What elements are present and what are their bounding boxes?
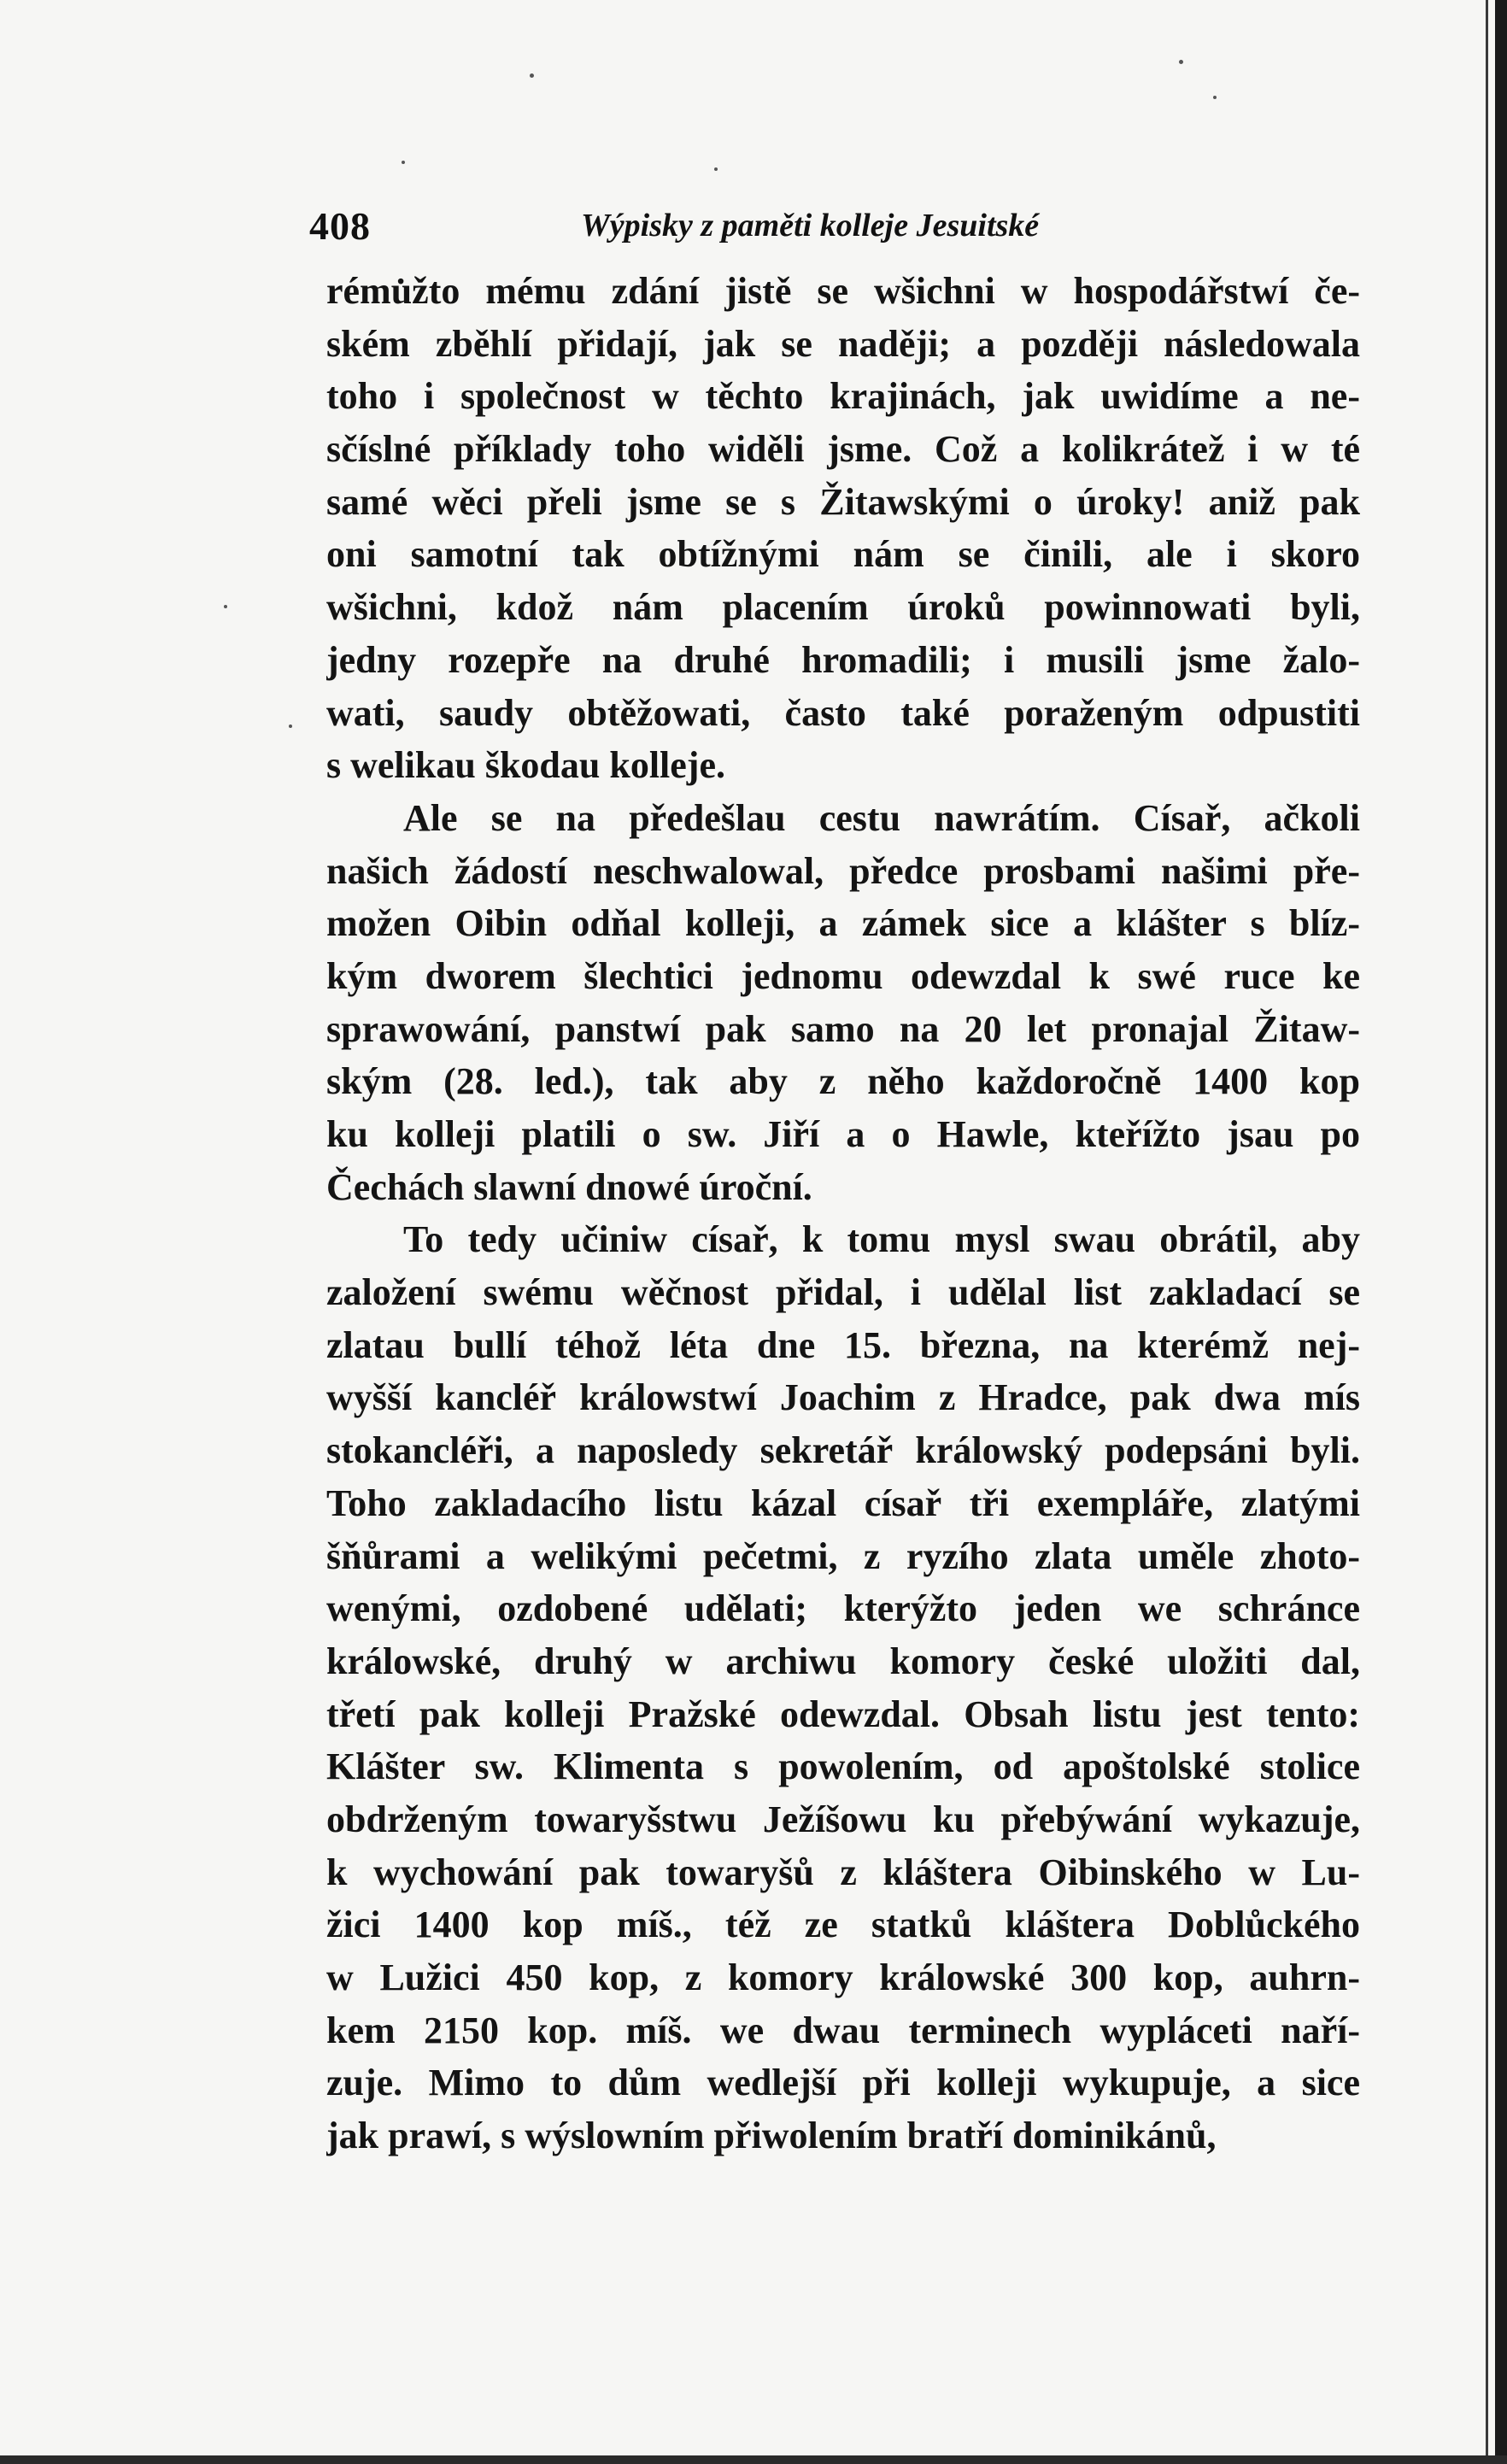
scan-speck bbox=[714, 167, 718, 171]
scan-edge-line bbox=[1486, 0, 1488, 2464]
text-line: sprawowání, panstwí pak samo na 20 let pronajal Žitaw- bbox=[326, 1007, 1360, 1050]
scan-edge-bottom bbox=[0, 2455, 1507, 2464]
text-line: obdrženým towaryšstwu Ježíšowu ku přebýwání wykazuje, bbox=[326, 1798, 1360, 1840]
text-line: oni samotní tak obtížnými nám se činili, ale i skoro bbox=[326, 533, 1360, 576]
running-title: Wýpisky z paměti kolleje Jesuitské bbox=[581, 208, 1040, 243]
text-line: našich žádostí neschwalowal, předce prosbami našimi pře- bbox=[326, 849, 1360, 892]
scan-edge-right bbox=[1495, 0, 1507, 2464]
text-line: To tedy učiniw císař, k tomu mysl swau obrátil, aby bbox=[403, 1218, 1360, 1261]
scan-speck bbox=[402, 161, 405, 164]
text-line: Čechách slawní dnowé úroční. bbox=[326, 1165, 812, 1208]
text-line: možen Oibin odňal kolleji, a zámek sice a klášter s blíz- bbox=[326, 902, 1360, 945]
scan-speck bbox=[530, 73, 534, 78]
text-line: sčíslné příklady toho widěli jsme. Což a kolikrátež i w té bbox=[326, 428, 1360, 471]
text-line: kým dworem šlechtici jednomu odewzdal k swé ruce ke bbox=[326, 954, 1360, 997]
text-line: založení swému wěčnost přidal, i udělal list zakladací se bbox=[326, 1271, 1360, 1314]
text-line: rému̇žto mému zdání jistě se wšichni w hospodářstwí če- bbox=[326, 270, 1360, 312]
text-line: s welikau škodau kolleje. bbox=[326, 744, 725, 787]
text-line: Toho zakladacího listu kázal císař tři exempláře, zlatými bbox=[326, 1481, 1360, 1524]
text-line: stokancléři, a naposledy sekretář králowský podepsáni byli. bbox=[326, 1429, 1360, 1472]
text-line: samé wěci přeli jsme se s Žitawskými o úroky! aniž pak bbox=[326, 480, 1360, 523]
text-line: w Lužici 450 kop, z komory králowské 300 kop, auhrn- bbox=[326, 1957, 1360, 1998]
text-line: wšichni, kdož nám placením úroků powinnowati byli, bbox=[326, 586, 1360, 629]
text-line: jak prawí, s wýslowním přiwolením bratří dominikánů, bbox=[326, 2115, 1217, 2157]
text-line: ským (28. led.), tak aby z něho každoročně 1400 kop bbox=[326, 1060, 1360, 1103]
text-line: kem 2150 kop. míš. we dwau terminech wypláceti naří- bbox=[326, 2009, 1360, 2051]
page-number: 408 bbox=[309, 204, 371, 248]
text-line: wenými, ozdobené udělati; kterýžto jeden we schránce bbox=[326, 1587, 1360, 1630]
text-line: zlatau bullí téhož léta dne 15. března, na kterémž nej- bbox=[326, 1323, 1360, 1366]
page-header bbox=[309, 203, 1369, 255]
scan-speck bbox=[1213, 96, 1217, 99]
text-line: wati, saudy obtěžowati, často také poraženým odpustiti bbox=[326, 691, 1360, 734]
body-text bbox=[326, 265, 1360, 2162]
text-line: ském zběhlí přidají, jak se naději; a později následowala bbox=[326, 322, 1360, 365]
text-line: ku kolleji platili o sw. Jiří a o Hawle, kteřížto jsau po bbox=[326, 1113, 1360, 1155]
scan-speck bbox=[224, 605, 227, 608]
text-line: wyšší kancléř králowstwí Joachim z Hradce, pak dwa mís bbox=[326, 1376, 1360, 1419]
scan-speck bbox=[1179, 60, 1183, 64]
text-line: k wychowání pak towaryšů z kláštera Oibinského w Lu- bbox=[326, 1851, 1360, 1893]
text-line: toho i společnost w těchto krajinách, jak uwidíme a ne- bbox=[326, 375, 1360, 418]
text-line: králowské, druhý w archiwu komory české uložiti dal, bbox=[326, 1640, 1360, 1682]
text-line: zuje. Mimo to dům wedlejší při kolleji wykupuje, a sice bbox=[326, 2062, 1360, 2104]
scan-speck bbox=[289, 725, 292, 728]
text-line: třetí pak kolleji Pražské odewzdal. Obsah listu jest tento: bbox=[326, 1693, 1360, 1735]
text-line: jedny rozepře na druhé hromadili; i musili jsme žalo- bbox=[326, 638, 1360, 681]
text-line: žici 1400 kop míš., též ze statků kláštera Doblůckého bbox=[326, 1904, 1360, 1946]
text-line: šňůrami a welikými pečetmi, z ryzího zlata uměle zhoto- bbox=[326, 1534, 1360, 1577]
text-line: Ale se na předešlau cestu nawrátím. Císař, ačkoli bbox=[403, 796, 1360, 839]
text-line: Klášter sw. Klimenta s powolením, od apoštolské stolice bbox=[326, 1745, 1360, 1788]
